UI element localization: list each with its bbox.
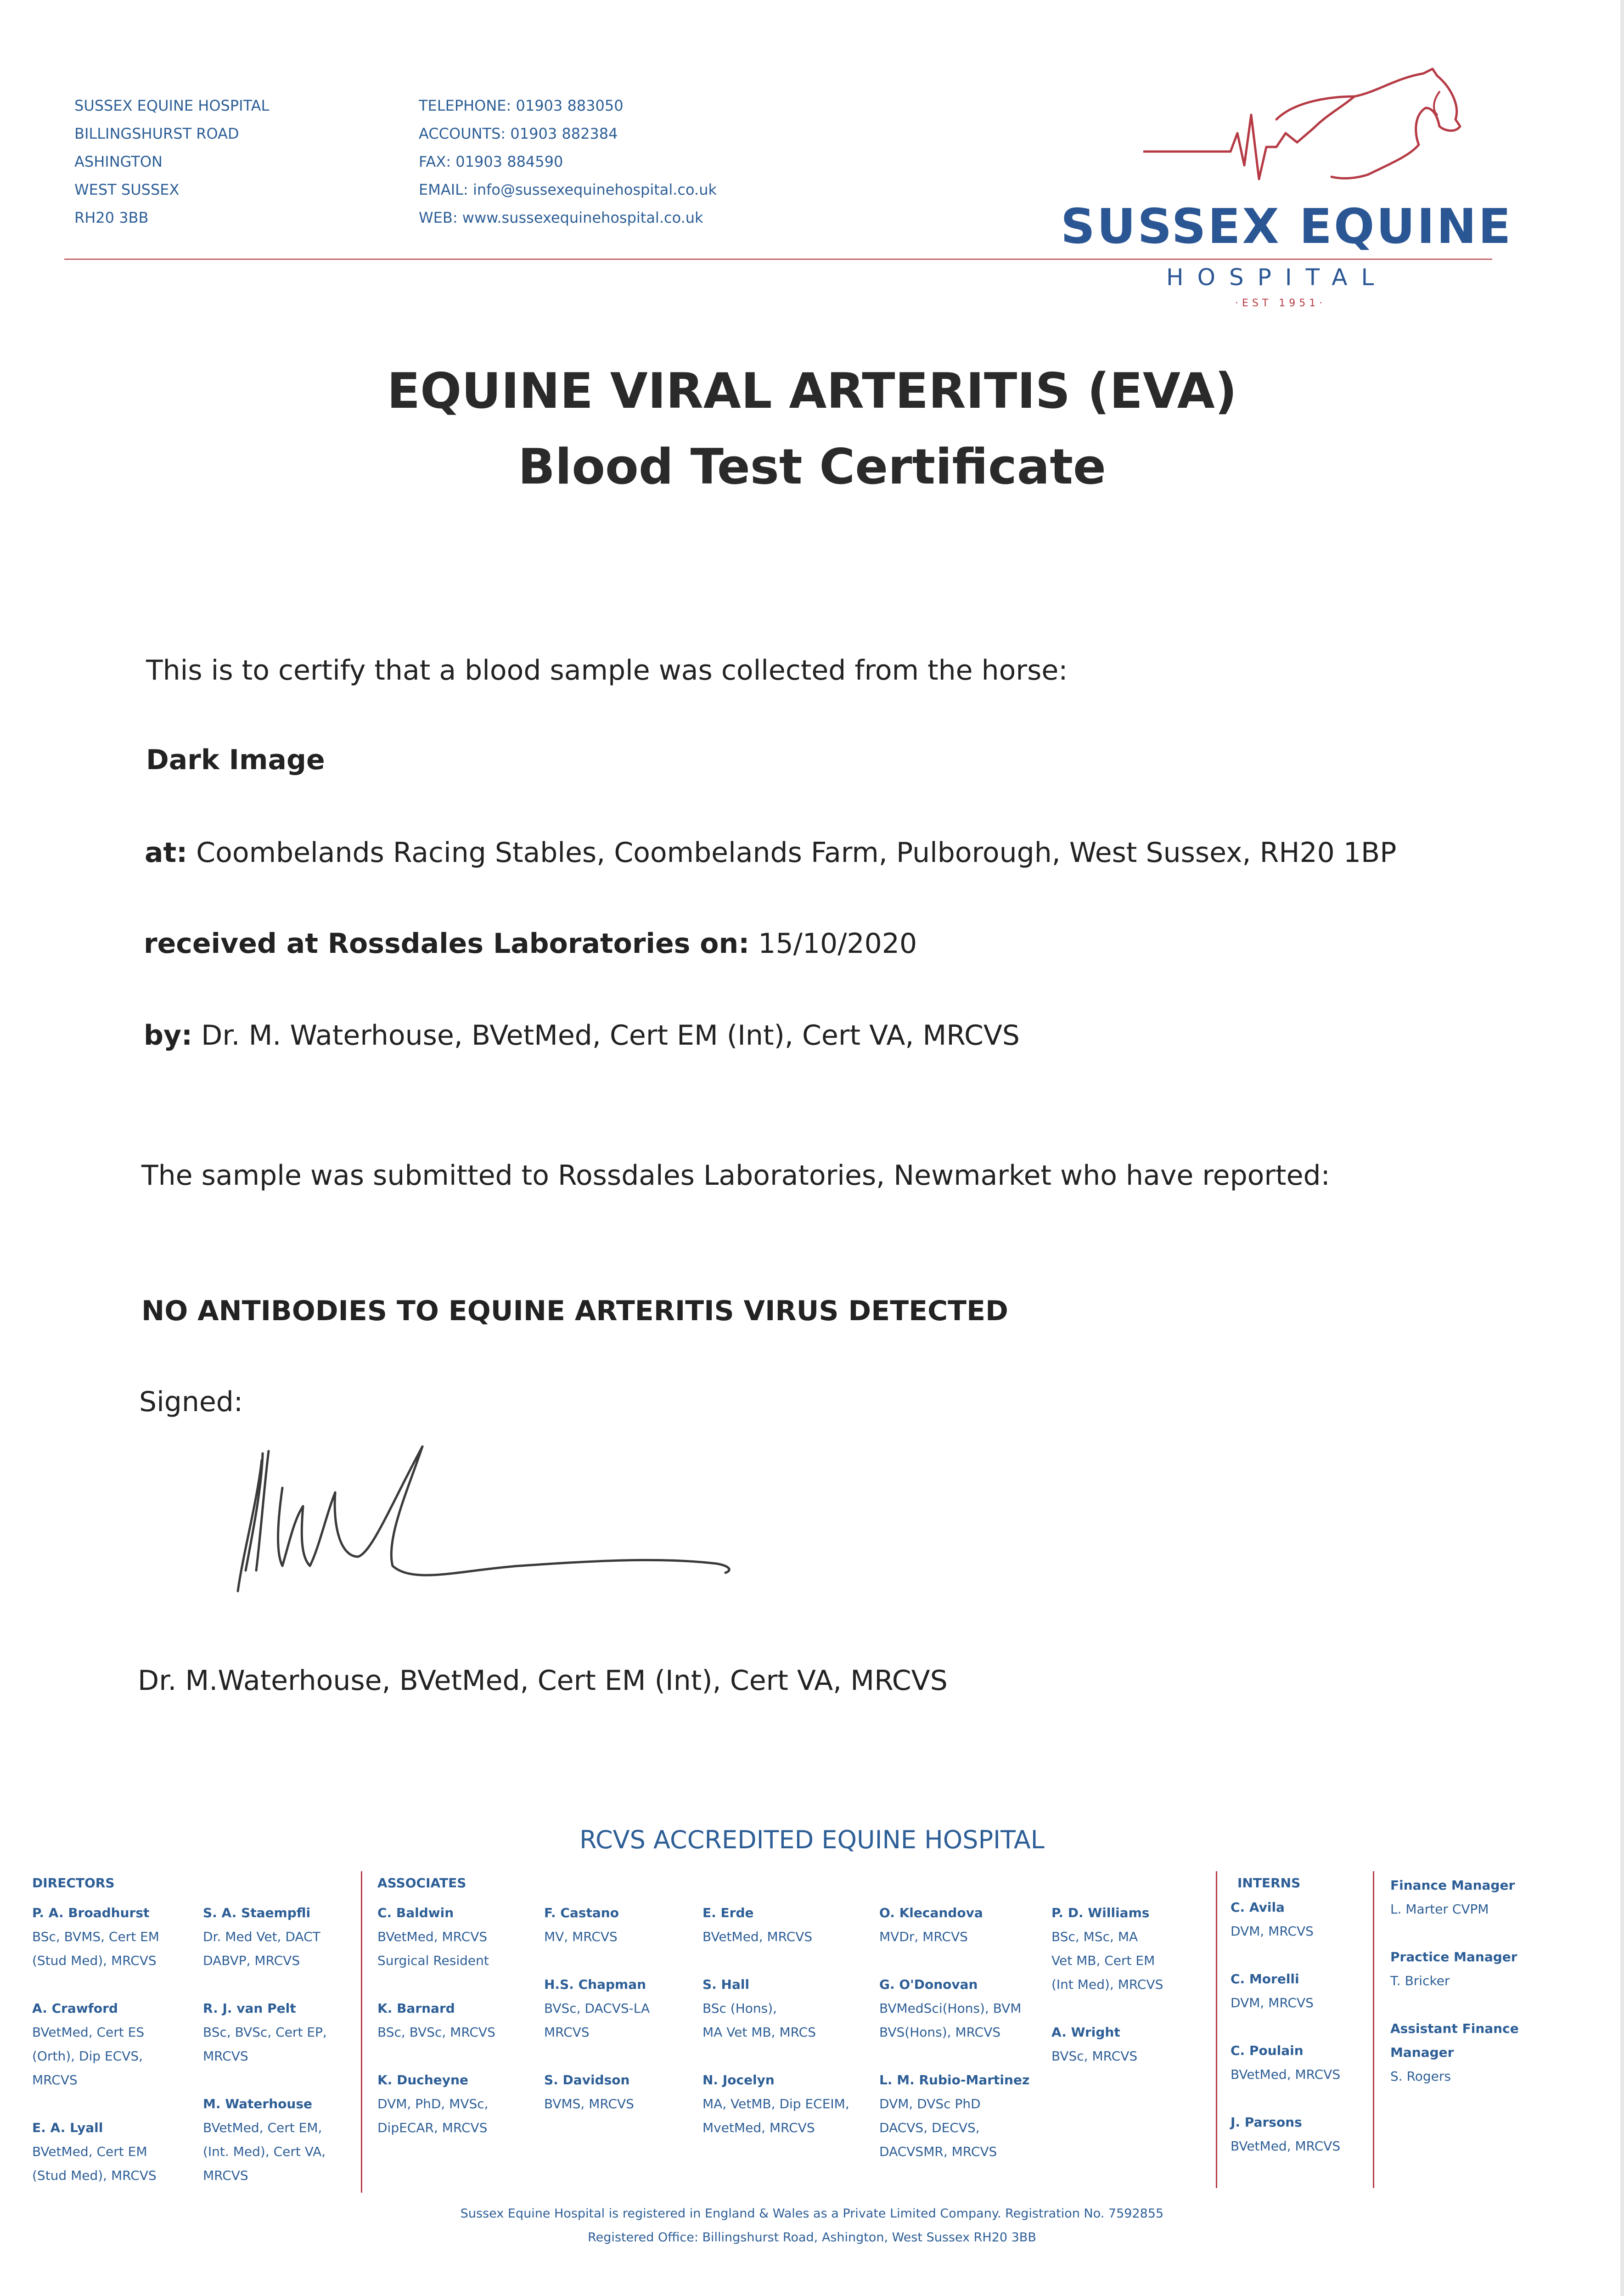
manager-name: L. Marter CVPM	[1390, 1902, 1489, 1917]
staff-quals: Vet MB, Cert EM	[1051, 1953, 1155, 1968]
directors-heading: DIRECTORS	[32, 1875, 115, 1891]
staff-quals: (Orth), Dip ECVS,	[32, 2048, 143, 2064]
staff-quals: BVMedSci(Hons), BVM	[879, 2001, 1022, 2016]
signatory-name: Dr. M.Waterhouse, BVetMed, Cert EM (Int), Cert VA, MRCVS	[138, 1665, 948, 1697]
logo-established: ·EST 1951·	[1235, 298, 1326, 309]
horse-name: Dark Image	[146, 744, 325, 776]
header-divider	[64, 259, 1492, 260]
footer-divider	[1373, 1871, 1374, 2188]
manager-name: S. Rogers	[1390, 2069, 1451, 2084]
staff-name: N. Jocelyn	[702, 2072, 775, 2088]
staff-quals: BSc, BVSc, Cert EP,	[203, 2025, 327, 2040]
staff-name: C. Poulain	[1231, 2043, 1304, 2058]
received-date: 15/10/2020	[758, 928, 917, 960]
staff-name: O. Klecandova	[879, 1905, 983, 1920]
staff-quals: MRCVS	[203, 2168, 248, 2183]
staff-name: C. Baldwin	[377, 1905, 454, 1920]
manager-title: Finance Manager	[1390, 1878, 1515, 1893]
collected-by-label: by:	[144, 1019, 193, 1052]
certificate-subtitle: Blood Test Certificate	[518, 439, 1106, 495]
footer-divider	[1216, 1871, 1217, 2188]
received-line	[144, 928, 917, 960]
staff-name: C. Avila	[1231, 1900, 1285, 1915]
associates-column-1	[377, 1901, 534, 2140]
staff-quals: DVM, PhD, MVSc,	[377, 2096, 489, 2111]
staff-name: J. Parsons	[1231, 2115, 1302, 2130]
staff-quals: DVM, DVSc PhD	[879, 2096, 981, 2111]
location-line	[145, 837, 1396, 869]
staff-quals: DACVS, DECVS,	[879, 2120, 980, 2135]
staff-name: S. A. Staempfli	[203, 1905, 311, 1920]
horse-heartbeat-icon	[1139, 64, 1488, 202]
manager-title: Assistant Finance Manager	[1390, 2021, 1519, 2060]
registration-note: Sussex Equine Hospital is registered in England & Wales as a Private Limited Company. Registration No. 7592855	[460, 2206, 1164, 2221]
staff-name: C. Morelli	[1231, 1971, 1299, 1986]
staff-quals: Surgical Resident	[377, 1953, 489, 1968]
staff-quals: (Stud Med), MRCVS	[32, 1953, 157, 1968]
staff-name: S. Hall	[702, 1977, 750, 1992]
staff-quals: BVS(Hons), MRCVS	[879, 2025, 1001, 2040]
scan-edge	[1620, 0, 1624, 2296]
email: EMAIL: info@sussexequinehospital.co.uk	[419, 181, 717, 198]
hospital-contacts	[419, 92, 717, 232]
interns-column	[1231, 1896, 1368, 2158]
staff-name: K. Barnard	[377, 2001, 455, 2016]
footer-divider	[361, 1871, 362, 2193]
staff-quals: MvetMed, MRCVS	[702, 2120, 815, 2135]
staff-quals: BVSc, MRCVS	[1051, 2048, 1138, 2064]
managers-column	[1390, 1874, 1528, 2088]
location-label: at:	[145, 837, 188, 869]
associates-column-5	[1051, 1901, 1203, 2068]
staff-quals: BSc, BVSc, MRCVS	[377, 2025, 495, 2040]
staff-name: K. Ducheyne	[377, 2072, 468, 2088]
associates-heading: ASSOCIATES	[377, 1875, 466, 1891]
staff-quals: BVetMed, Cert ES	[32, 2025, 145, 2040]
staff-name: H.S. Chapman	[544, 1977, 646, 1992]
staff-quals: BVSc, DACVS-LA	[544, 2001, 650, 2016]
staff-quals: MV, MRCVS	[544, 1929, 618, 1944]
staff-quals: BVetMed, MRCVS	[377, 1929, 488, 1944]
staff-name: M. Waterhouse	[203, 2096, 312, 2111]
staff-name: P. A. Broadhurst	[32, 1905, 150, 1920]
staff-name: A. Wright	[1051, 2025, 1120, 2040]
staff-quals: BVetMed, MRCVS	[702, 1929, 813, 1944]
staff-quals: MRCVS	[32, 2072, 78, 2088]
staff-name: R. J. van Pelt	[203, 2001, 296, 2016]
staff-quals: BVetMed, MRCVS	[1231, 2067, 1341, 2082]
staff-quals: MRCVS	[203, 2048, 248, 2064]
staff-name: E. Erde	[702, 1905, 754, 1920]
associates-column-3	[702, 1901, 872, 2140]
interns-heading: INTERNS	[1237, 1875, 1301, 1891]
received-label: received at Rossdales Laboratories on:	[144, 928, 750, 960]
address-line: SUSSEX EQUINE HOSPITAL	[74, 97, 270, 114]
staff-quals: BVMS, MRCVS	[544, 2096, 634, 2111]
staff-quals: (Stud Med), MRCVS	[32, 2168, 157, 2183]
staff-quals: BVetMed, Cert EM,	[203, 2120, 322, 2135]
intro-text: This is to certify that a blood sample was collected from the horse:	[146, 654, 1068, 687]
staff-quals: BSc, MSc, MA	[1051, 1929, 1138, 1944]
staff-quals: Dr. Med Vet, DACT	[203, 1929, 320, 1944]
logo-subtitle: HOSPITAL	[1166, 264, 1388, 291]
staff-name: P. D. Williams	[1051, 1905, 1150, 1920]
staff-quals: DACVSMR, MRCVS	[879, 2144, 997, 2159]
staff-quals: DVM, MRCVS	[1231, 1995, 1314, 2010]
directors-column-2	[203, 1901, 354, 2188]
location-value: Coombelands Racing Stables, Coombelands Farm, Pulborough, West Sussex, RH20 1BP	[196, 837, 1397, 869]
accreditation-banner: RCVS ACCREDITED EQUINE HOSPITAL	[579, 1825, 1045, 1854]
accounts-phone: ACCOUNTS: 01903 882384	[419, 125, 618, 142]
signed-label: Signed:	[139, 1386, 243, 1418]
staff-quals: MA, VetMB, Dip ECEIM,	[702, 2096, 849, 2111]
staff-name: F. Castano	[544, 1905, 619, 1920]
staff-quals: BSc, BVMS, Cert EM	[32, 1929, 159, 1944]
signature	[220, 1433, 753, 1607]
address-line: ASHINGTON	[74, 153, 163, 170]
staff-quals: BVetMed, Cert EM	[32, 2144, 147, 2159]
address-line: RH20 3BB	[74, 209, 149, 226]
associates-column-2	[544, 1901, 696, 2116]
manager-title: Practice Manager	[1390, 1949, 1517, 1964]
staff-quals: BSc (Hons),	[702, 2001, 777, 2016]
registered-office: Registered Office: Billingshurst Road, Ashington, West Sussex RH20 3BB	[588, 2230, 1036, 2245]
collected-by-value: Dr. M. Waterhouse, BVetMed, Cert EM (Int), Cert VA, MRCVS	[201, 1019, 1020, 1052]
fax: FAX: 01903 884590	[419, 153, 563, 170]
manager-name: T. Bricker	[1390, 1973, 1450, 1988]
staff-name: A. Crawford	[32, 2001, 118, 2016]
staff-quals: MA Vet MB, MRCS	[702, 2025, 816, 2040]
staff-quals: DVM, MRCVS	[1231, 1924, 1314, 1939]
associates-column-4	[879, 1901, 1045, 2164]
staff-quals: MVDr, MRCVS	[879, 1929, 968, 1944]
staff-name: S. Davidson	[544, 2072, 630, 2088]
staff-name: G. O'Donovan	[879, 1977, 978, 1992]
staff-quals: MRCVS	[544, 2025, 590, 2040]
staff-quals: DABVP, MRCVS	[203, 1953, 300, 1968]
staff-quals: (Int Med), MRCVS	[1051, 1977, 1163, 1992]
website: WEB: www.sussexequinehospital.co.uk	[419, 209, 703, 226]
staff-name: E. A. Lyall	[32, 2120, 103, 2135]
certificate-title: EQUINE VIRAL ARTERITIS (EVA)	[387, 363, 1237, 419]
staff-quals: BVetMed, MRCVS	[1231, 2138, 1341, 2154]
telephone: TELEPHONE: 01903 883050	[419, 97, 624, 114]
test-result: NO ANTIBODIES TO EQUINE ARTERITIS VIRUS DETECTED	[141, 1295, 1008, 1327]
directors-column-1	[32, 1901, 184, 2188]
address-line: WEST SUSSEX	[74, 181, 180, 198]
logo-name: SUSSEX EQUINE	[1061, 198, 1513, 254]
hospital-address	[74, 92, 269, 232]
staff-quals: DipECAR, MRCVS	[377, 2120, 488, 2135]
submission-text: The sample was submitted to Rossdales Laboratories, Newmarket who have reported:	[141, 1159, 1330, 1192]
address-line: BILLINGSHURST ROAD	[74, 125, 239, 142]
collected-by-line	[144, 1019, 1020, 1052]
staff-name: L. M. Rubio-Martinez	[879, 2072, 1030, 2088]
staff-quals: (Int. Med), Cert VA,	[203, 2144, 326, 2159]
